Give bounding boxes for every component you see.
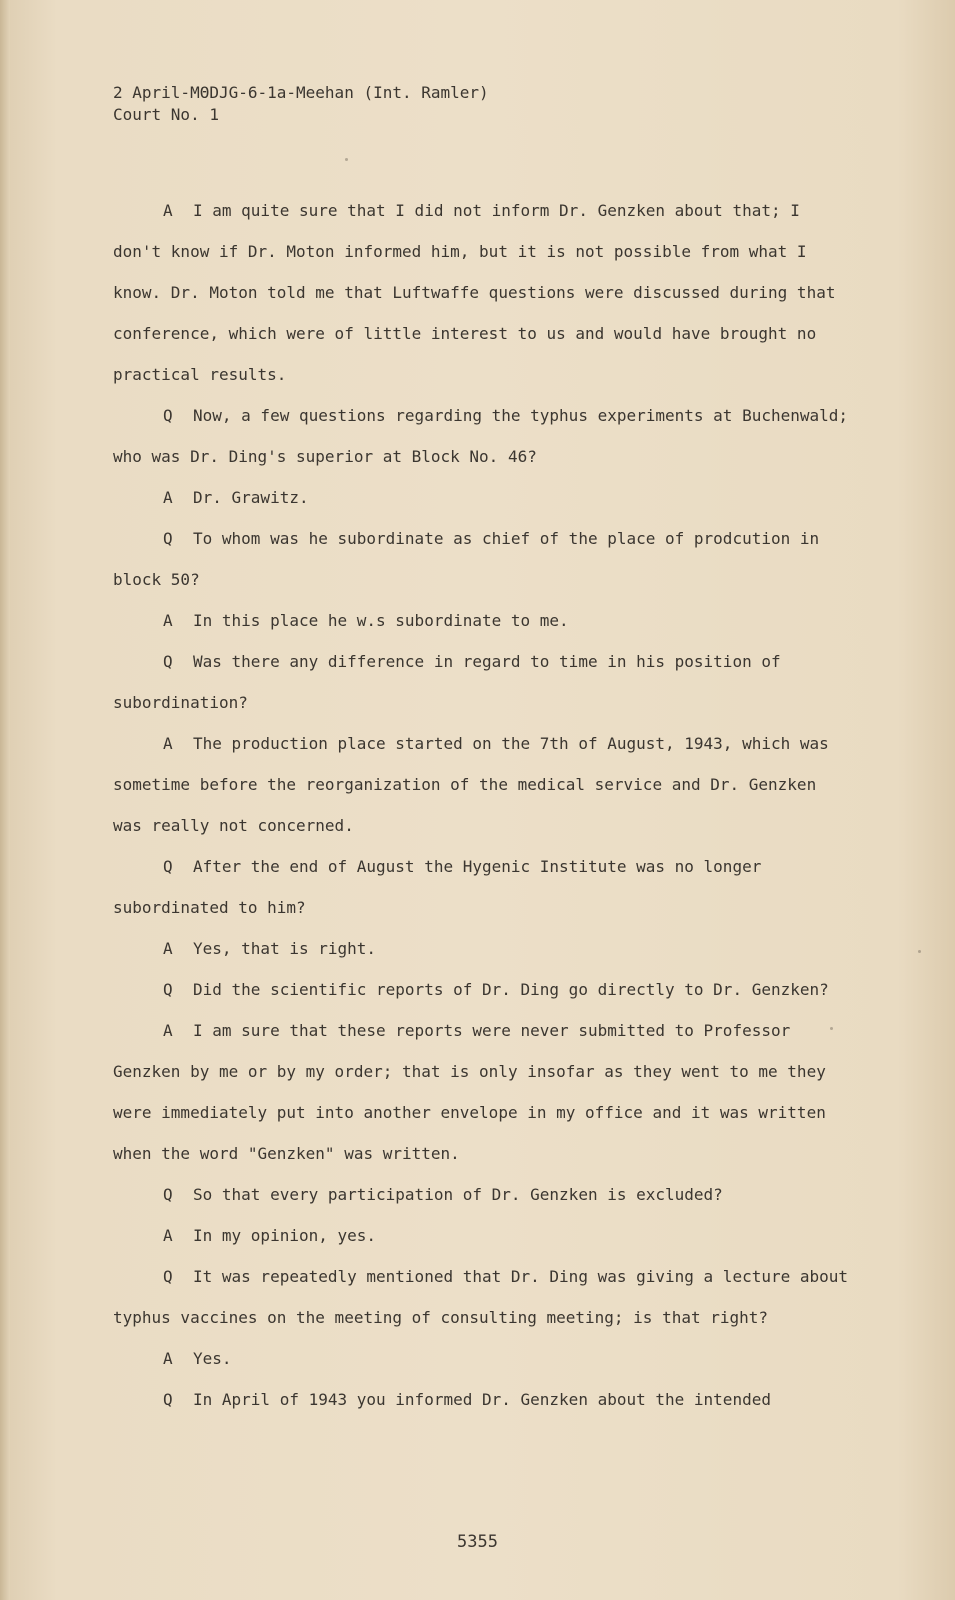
paragraph-text: In my opinion, yes.: [193, 1226, 377, 1245]
testimony-paragraph: [113, 1215, 853, 1256]
paper-speck: [345, 158, 348, 161]
testimony-body: [113, 190, 853, 1420]
speaker-label: A: [163, 488, 173, 507]
speaker-label: Q: [163, 980, 173, 999]
paragraph-text: It was repeatedly mentioned that Dr. Ding was giving a lecture about typhus vaccines on the meeting of consulting meeting; is that right?: [113, 1267, 849, 1327]
header-line-1: 2 April-MΘDJG-6-1a-Meehan (Int. Ramler): [113, 83, 489, 102]
paragraph-text: So that every participation of Dr. Genzken is excluded?: [193, 1185, 723, 1204]
speaker-label: A: [163, 201, 173, 220]
document-header: [113, 82, 489, 126]
speaker-label: A: [163, 1349, 173, 1368]
speaker-label: Q: [163, 1267, 173, 1286]
speaker-label: Q: [163, 1390, 173, 1409]
speaker-label: A: [163, 939, 173, 958]
testimony-paragraph: [113, 1379, 853, 1420]
testimony-paragraph: [113, 477, 853, 518]
testimony-paragraph: [113, 600, 853, 641]
paragraph-text: After the end of August the Hygenic Institute was no longer subordinated to him?: [113, 857, 762, 917]
speaker-label: Q: [163, 652, 173, 671]
page-edge: [0, 0, 10, 1600]
testimony-paragraph: [113, 969, 853, 1010]
testimony-paragraph: [113, 190, 853, 395]
paragraph-text: Yes, that is right.: [193, 939, 377, 958]
testimony-paragraph: [113, 518, 853, 600]
speaker-label: Q: [163, 857, 173, 876]
testimony-paragraph: [113, 846, 853, 928]
testimony-paragraph: [113, 1010, 853, 1174]
paragraph-text: The production place started on the 7th of August, 1943, which was sometime before the reorganization of the medical service and Dr. Genzken was really not concerned.: [113, 734, 829, 835]
paragraph-text: In April of 1943 you informed Dr. Genzken about the intended: [193, 1390, 771, 1409]
testimony-paragraph: [113, 928, 853, 969]
testimony-paragraph: [113, 1338, 853, 1379]
testimony-paragraph: [113, 641, 853, 723]
testimony-paragraph: [113, 395, 853, 477]
paragraph-text: Dr. Grawitz.: [193, 488, 309, 507]
paragraph-text: In this place he w.s subordinate to me.: [193, 611, 569, 630]
paper-speck: [918, 950, 921, 953]
speaker-label: A: [163, 611, 173, 630]
header-line-2: Court No. 1: [113, 105, 219, 124]
paragraph-text: I am quite sure that I did not inform Dr. Genzken about that; I don't know if Dr. Moton informed him, but it is not possible from what I know. Dr. Moton told me that Luftwaffe questions were discussed during that conference, which were of little interest to us and would have brought no practical results.: [113, 201, 836, 384]
paragraph-text: I am sure that these reports were never submitted to Professor Genzken by me or by my order; that is only insofar as they went to me they were immediately put into another envelope in my office and it was written when the word "Genzken" was written.: [113, 1021, 826, 1163]
testimony-paragraph: [113, 1256, 853, 1338]
testimony-paragraph: [113, 1174, 853, 1215]
paragraph-text: Was there any difference in regard to time in his position of subordination?: [113, 652, 781, 712]
page-number: 5355: [457, 1532, 498, 1552]
speaker-label: A: [163, 734, 173, 753]
speaker-label: A: [163, 1021, 173, 1040]
paragraph-text: Did the scientific reports of Dr. Ding go directly to Dr. Genzken?: [193, 980, 829, 999]
paragraph-text: Yes.: [193, 1349, 232, 1368]
paper-speck: [830, 1027, 833, 1030]
speaker-label: Q: [163, 529, 173, 548]
speaker-label: Q: [163, 406, 173, 425]
paragraph-text: Now, a few questions regarding the typhus experiments at Buchenwald; who was Dr. Ding's superior at Block No. 46?: [113, 406, 849, 466]
speaker-label: Q: [163, 1185, 173, 1204]
speaker-label: A: [163, 1226, 173, 1245]
testimony-paragraph: [113, 723, 853, 846]
paragraph-text: To whom was he subordinate as chief of the place of prodcution in block 50?: [113, 529, 820, 589]
